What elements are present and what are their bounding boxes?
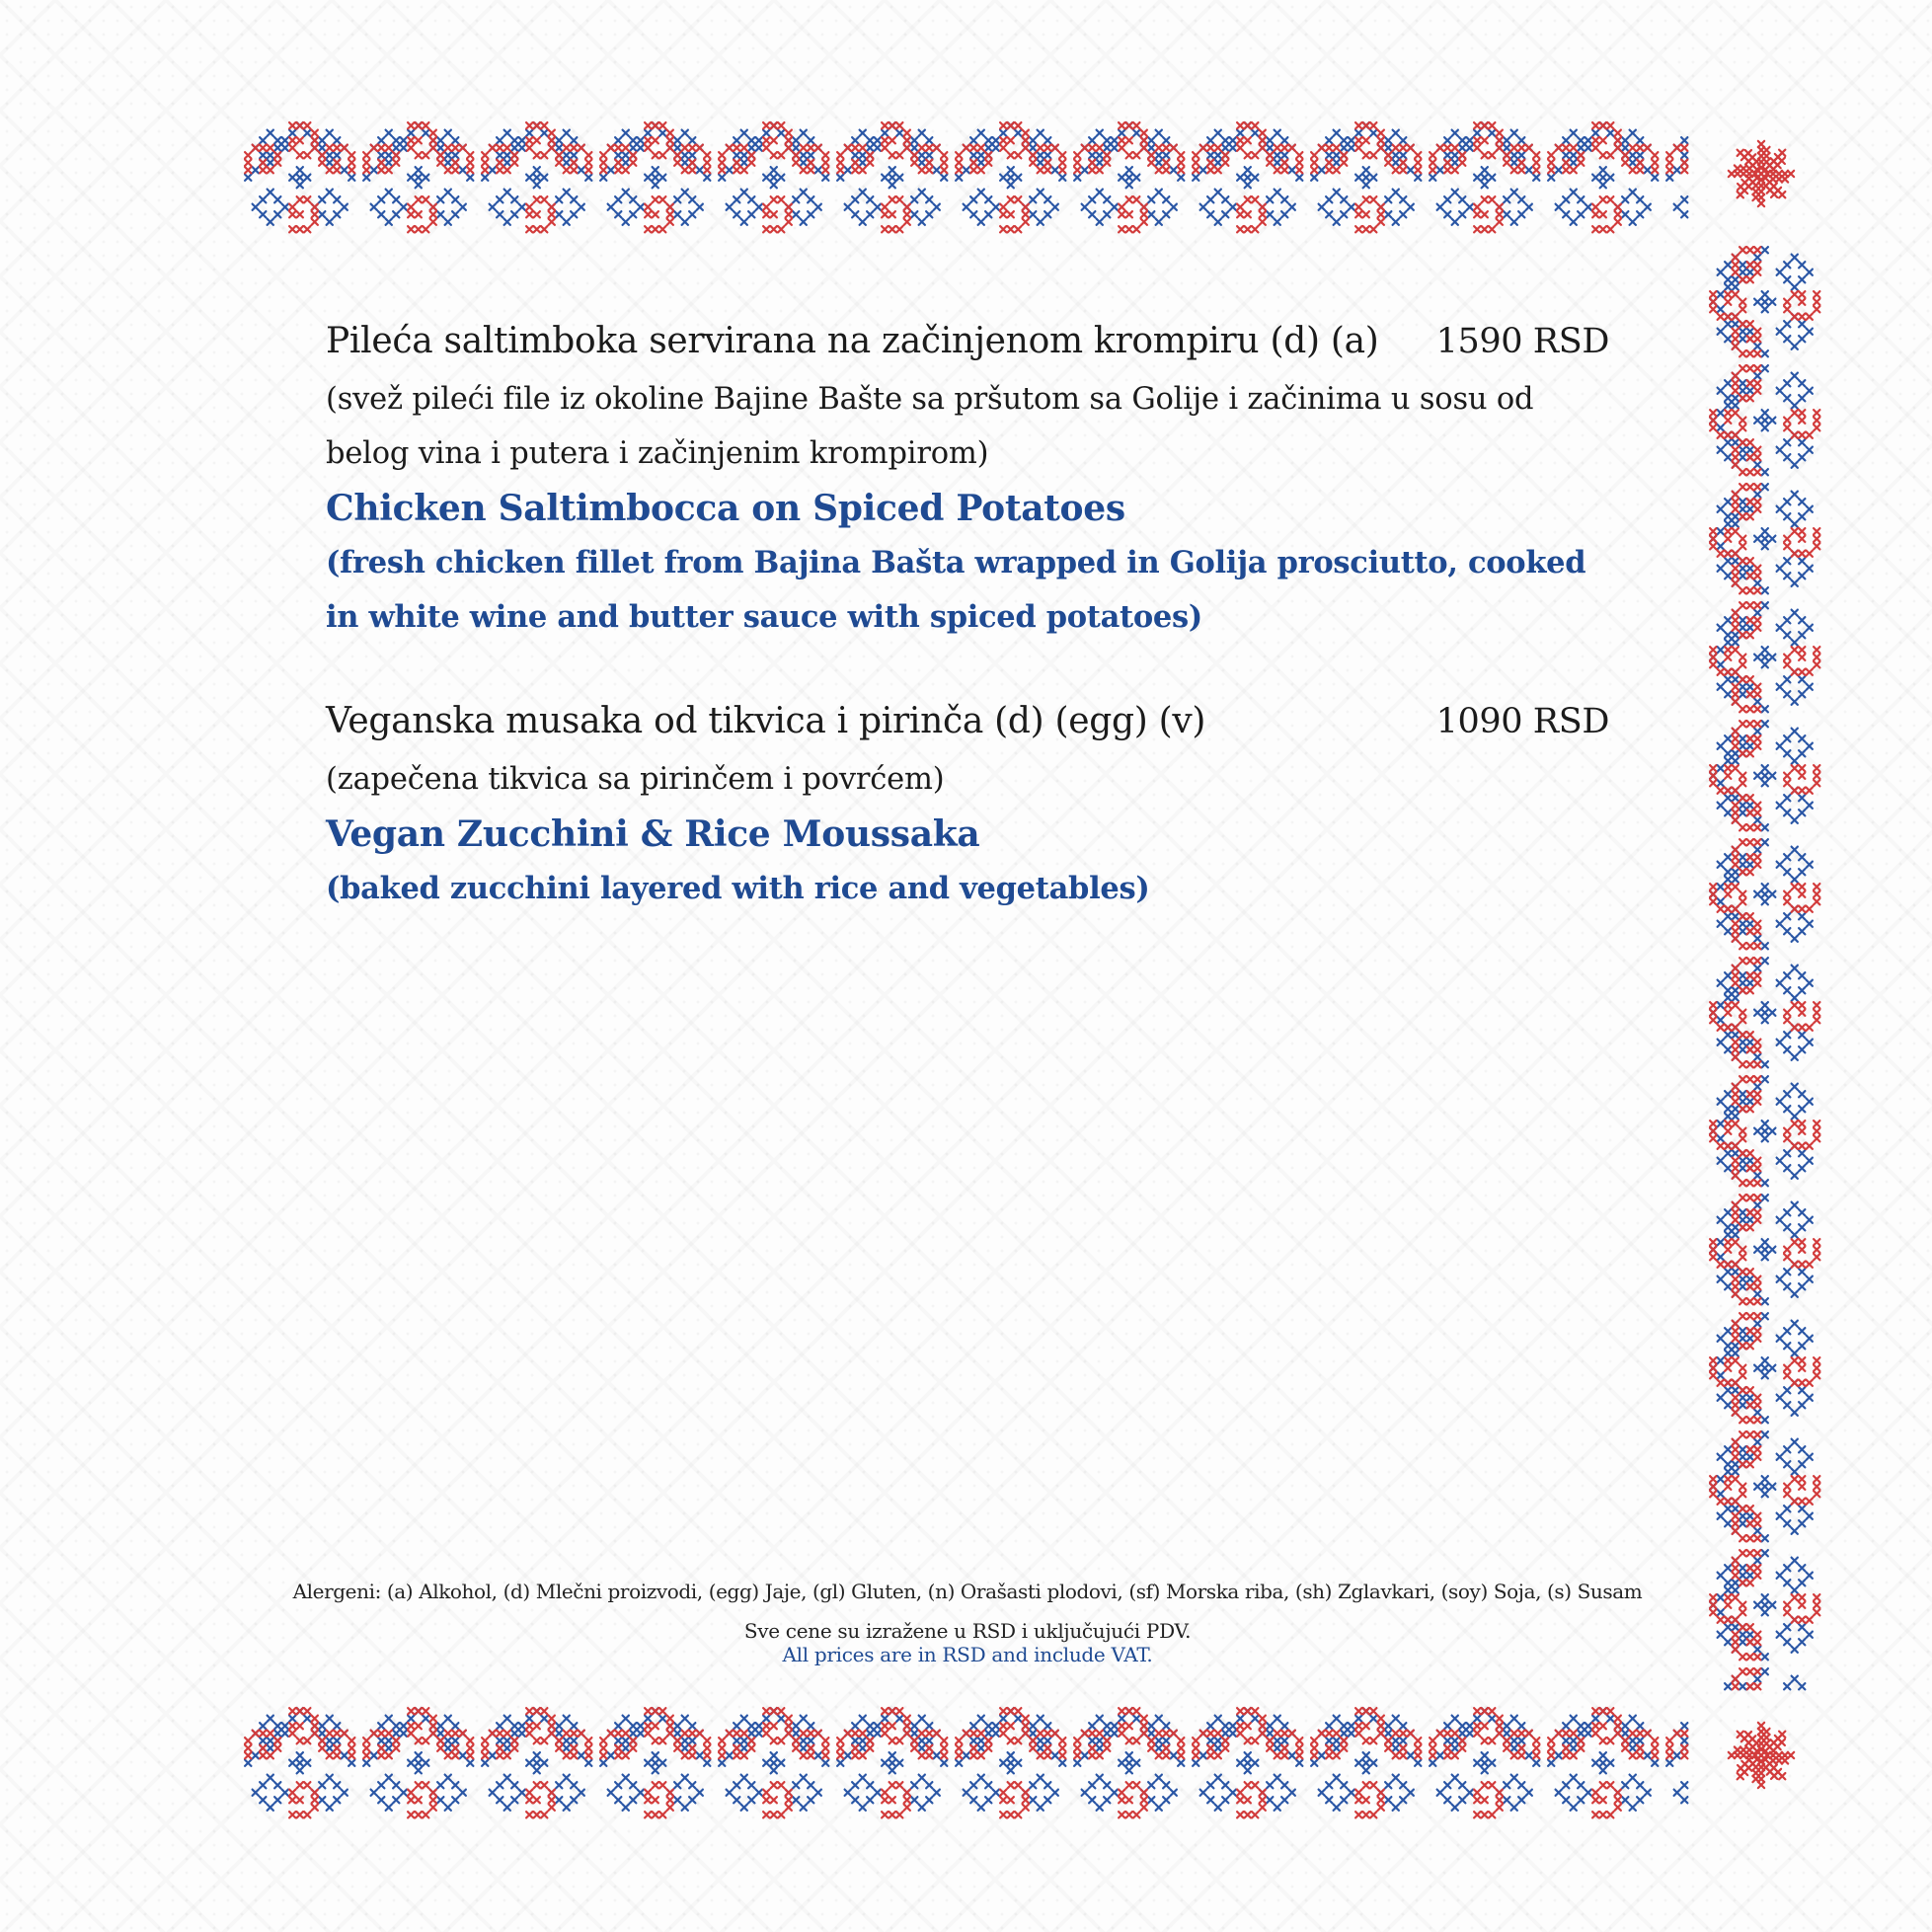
star-motif-icon — [1720, 1714, 1803, 1797]
dish-name-en: Vegan Zucchini & Rice Moussaka — [326, 813, 980, 855]
dish-description-sr: (zapečena tikvica sa pirinčem i povrćem) — [326, 762, 945, 797]
dish-price: 1590 RSD — [1435, 322, 1609, 361]
menu-item-header — [326, 311, 1609, 372]
menu-item-header — [326, 691, 1609, 752]
star-motif-icon — [1720, 132, 1803, 215]
vat-note-en: All prices are in RSD and include VAT. — [782, 1643, 1153, 1666]
menu-item — [326, 691, 1609, 916]
dish-description-en: (fresh chicken fillet from Bajina Bašta wrapped in Golija prosciutto, cooked in white wine and butter sauce with spiced potatoes) — [326, 545, 1586, 635]
dish-name-sr: Veganska musaka od tikvica i pirinča (d) (egg) (v) — [326, 701, 1206, 741]
menu-item — [326, 311, 1609, 645]
dish-description-sr: (svež pileći file iz okoline Bajine Bašte sa pršutom sa Golije i začinima u sosu od belog vina i putera i začinjenim krompirom) — [326, 382, 1534, 471]
dish-name-sr: Pileća saltimboka servirana na začinjenom krompiru (d) (a) — [326, 321, 1379, 361]
dish-name-en: Chicken Saltimbocca on Spiced Potatoes — [326, 488, 1125, 529]
dish-price: 1090 RSD — [1435, 702, 1609, 741]
right-folk-border — [1698, 239, 1824, 1695]
bottom-folk-border — [237, 1696, 1693, 1822]
dish-description-en: (baked zucchini layered with rice and vegetables) — [326, 871, 1150, 906]
vat-note-sr: Sve cene su izražene u RSD i uključujući PDV. — [743, 1619, 1192, 1643]
allergen-legend: Alergeni: (a) Alkohol, (d) Mlečni proizvodi, (egg) Jaje, (gl) Gluten, (n) Orašasti plodovi, (sf) Morska riba, (sh) Zglavkari, (soy) Soja, (s) Susam — [292, 1580, 1643, 1603]
top-folk-border — [237, 111, 1693, 237]
